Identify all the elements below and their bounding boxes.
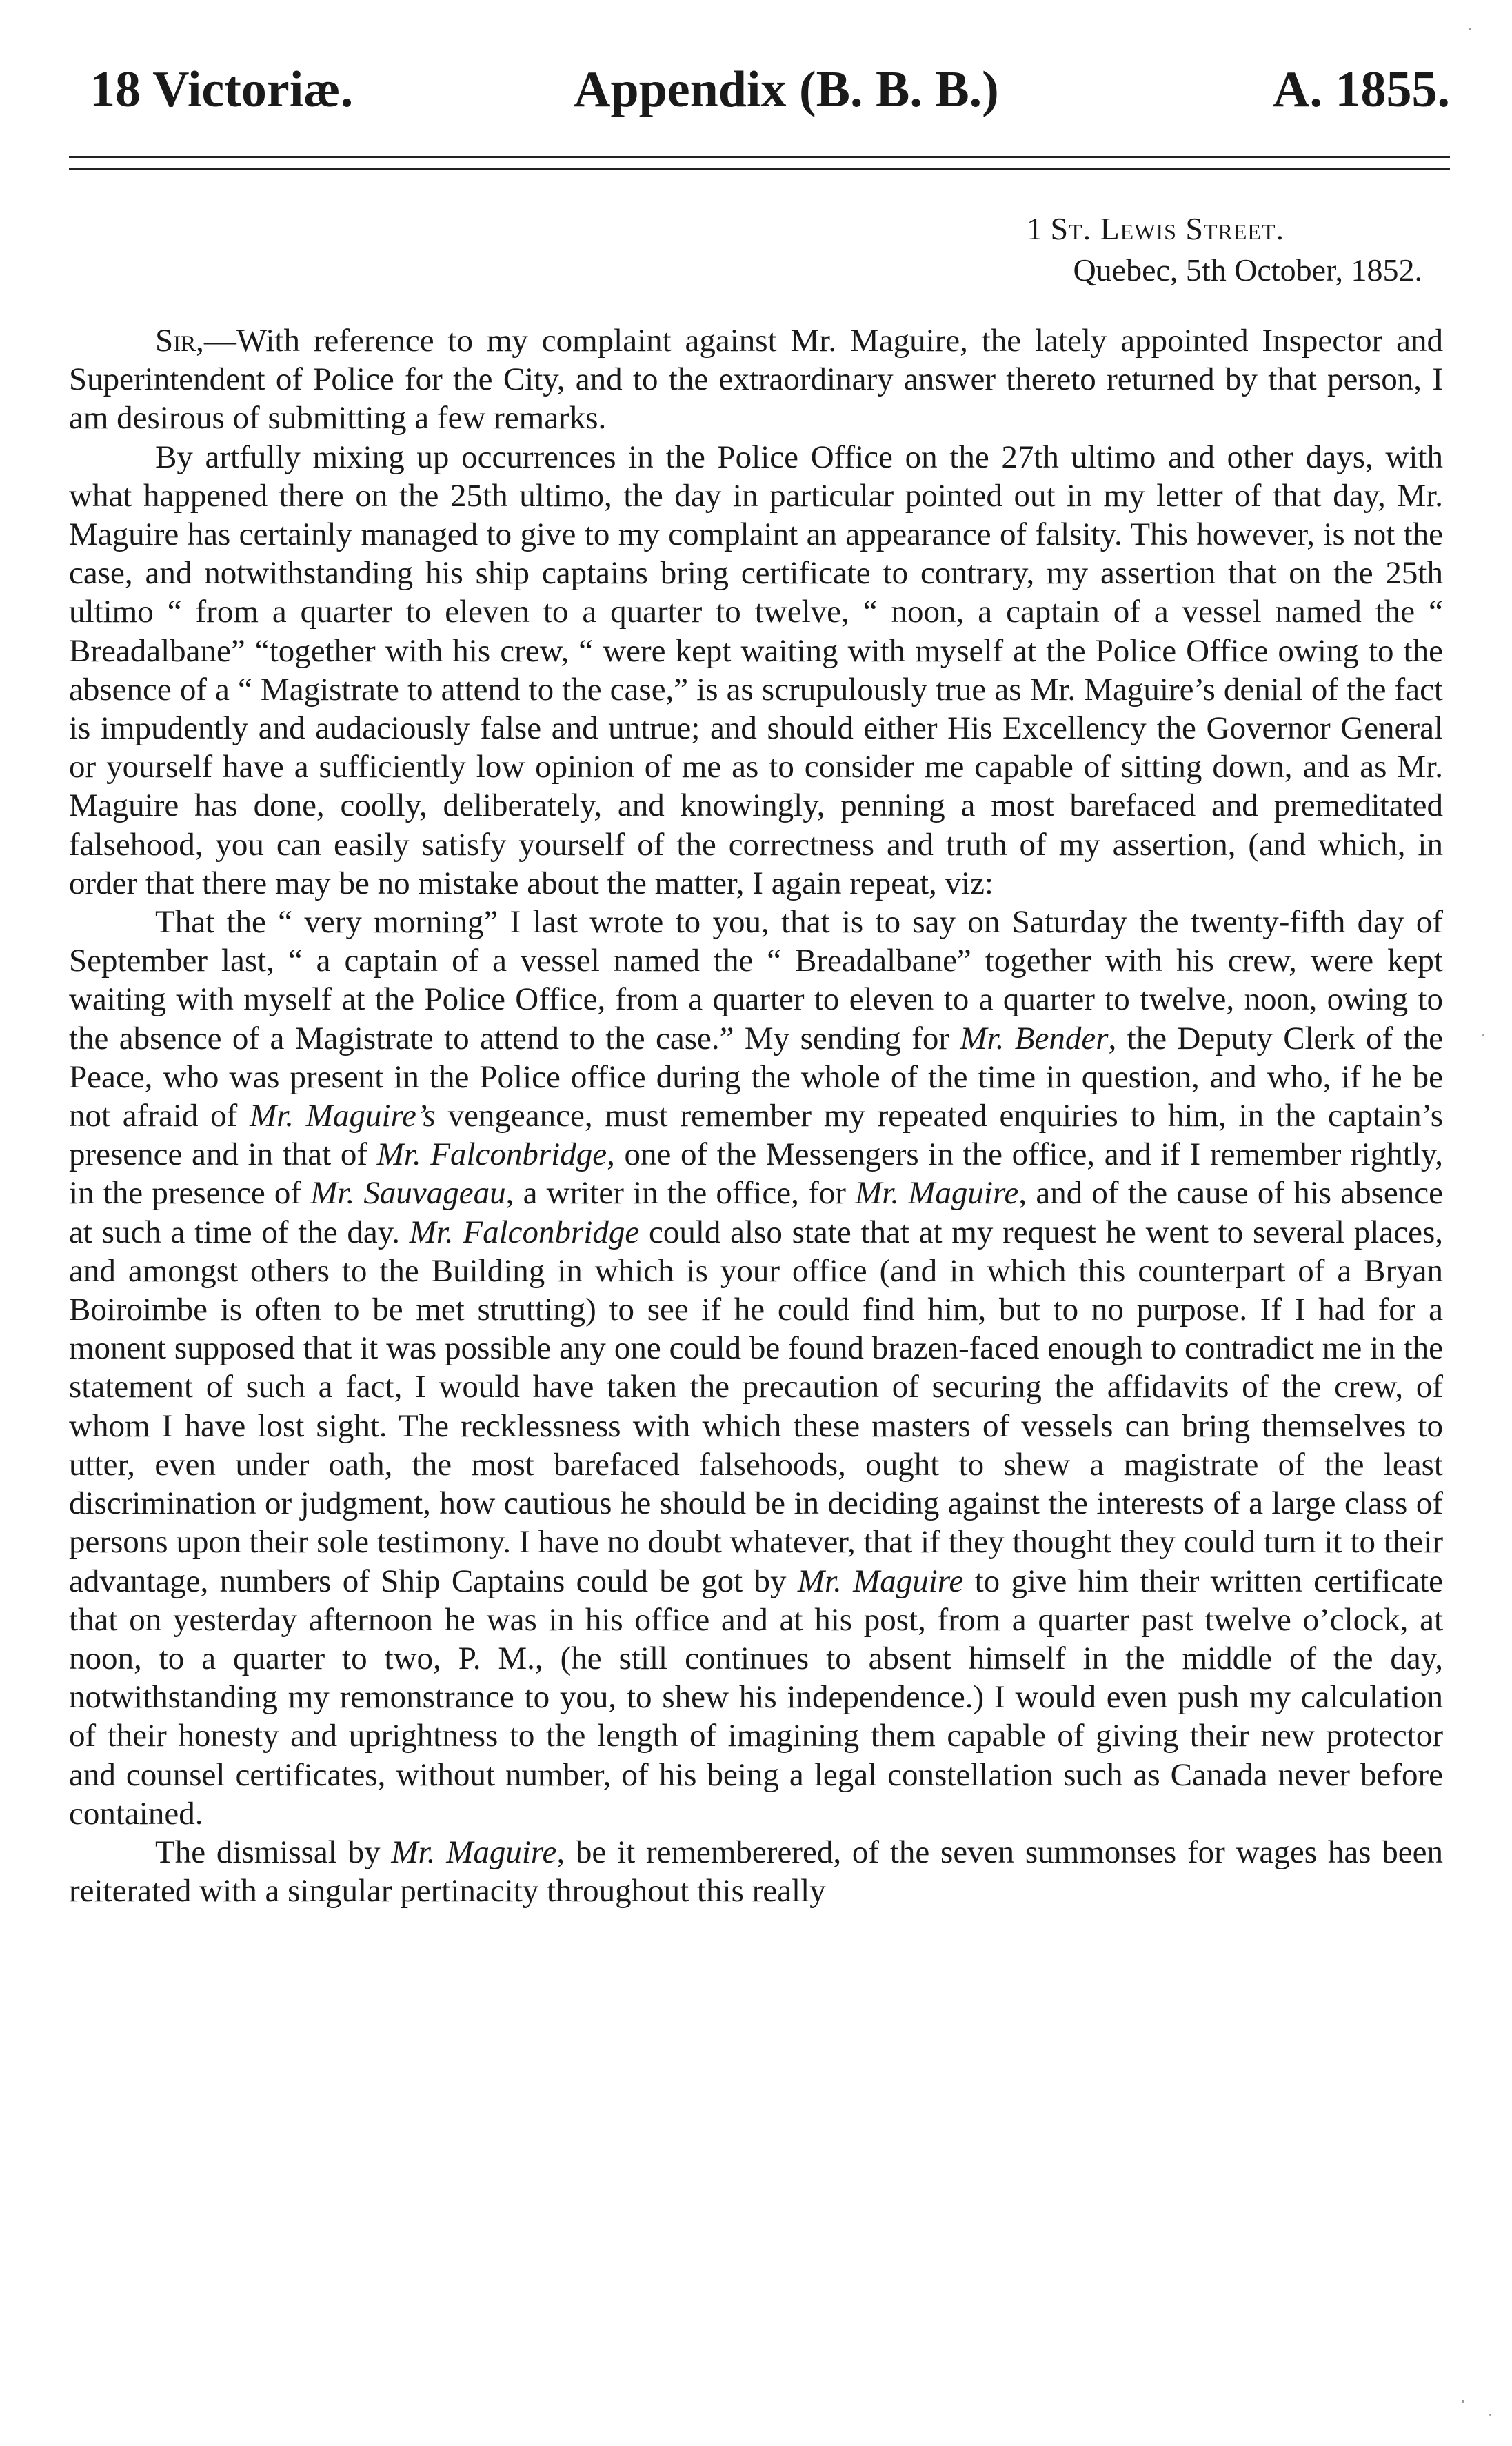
p3-text-6: , and of the cause of his absence at such a time of the day. [69,1175,1443,1250]
letter-address [69,208,1450,291]
p3-name-falconbridge-2: Mr. Falconbridge [409,1214,640,1250]
header-session: 18 Victoriæ. [90,61,354,118]
p3-name-maguire-2: Mr. Maguire [797,1563,964,1599]
paragraph-3 [69,903,1443,1833]
paragraph-2: By artfully mixing up occurrences in the Police Office on the 27th ultimo and other days, with what happened there on the 25th ultimo, the day in particular pointed out in my letter of that day, Mr. Maguire has certainly managed to give to my complaint an appearance of falsity. This however, is not the case, and notwithstanding his ship captains bring certificate to contrary, my assertion that on the 25th ultimo “ from a quarter to eleven to a quarter to twelve, “ noon, a captain of a vessel named the “ Breadalbane” “together with his crew, “ were kept waiting with myself at the Police Office owing to the absence of a “ Magistrate to attend to the case,” is as scrupulously true as Mr. Maguire’s denial of the fact is impudently and audaciously false and untrue; and should either His Excellency the Governor General or yourself have a sufficiently low opinion of me as to consider me capable of sitting down, and as Mr. Maguire has done, coolly, deliberately, and knowingly, penning a most barefaced and premeditated falsehood, you can easily satisfy yourself of the correctness and truth of my assertion, (and which, in order that there may be no mistake about the matter, I again repeat, viz: [69,439,1443,901]
header-appendix: Appendix (B. B. B.) [574,61,999,118]
paragraph-4 [69,1833,1443,1910]
header-year: A. 1855. [1273,61,1450,118]
p3-name-maguires: Mr. Maguire’s [250,1098,436,1134]
paragraph-1-text: —With reference to my complaint against Mr. Maguire, the lately appointed Inspector and Superintendent of Police for the City, and to the extraordinary answer thereto returned by that person, I am desirous of submitting a few remarks. [69,323,1443,437]
p3-name-bender: Mr. Bender [960,1020,1109,1056]
p3-text-7: could also state that at my request he went to several places, and amongst others to the Building in which is your office (and in which this counterpart of a Bryan Boiroimbe is often to be met strutting) to see if he could find him, but to no purpose. If I had for a monent supposed that it was possible any one could be found brazen-faced enough to contradict me in the statement of such a fact, I would have taken the precaution of securing the affidavits of the crew, of whom I have lost sight. The recklessness with which these masters of vessels can bring themselves to utter, even under oath, the most barefaced falsehoods, ought to shew a magistrate of the least discrimination or judgment, how cautious he should be in deciding against the interests of a large class of persons upon their sole testimony. I have no doubt whatever, that if they thought they could turn it to their advantage, numbers of Ship Captains could be got by [69,1214,1443,1599]
p3-text-3: vengeance, must remember my repeated enquiries to him, in the captain’s presence and in that of [69,1098,1444,1173]
p3-name-maguire: Mr. Maguire [855,1175,1019,1212]
p3-name-sauvageau: Mr. Sauvageau [310,1175,506,1212]
scan-speck [1462,2400,1464,2403]
header-double-rule [69,156,1450,170]
p3-name-falconbridge: Mr. Falconbridge [376,1136,607,1173]
street-name: St. Lewis Street. [1050,211,1284,246]
p4-text-2: be it rememberered, of the seven summonses for wages has been reiterated with a singular pertinacity throughout this really [69,1834,1443,1909]
city-date-line: Quebec, 5th October, 1852. [1073,252,1422,288]
p3-text-2: , the Deputy Clerk of the Peace, who was present in the Police office during the whole of the time in question, and who, if he be not afraid of [69,1020,1443,1134]
scan-speck [1489,2414,1491,2416]
salutation: Sir, [155,323,204,359]
letter-body [69,321,1450,1910]
p3-text-8: to give him their written certificate that on yesterday afternoon he was in his office and at his post, from a quarter past twelve o’clock, at noon, to a quarter to two, P. M., (he still continues to absent himself in the middle of the day, notwithstanding my remonstrance to you, to shew his independence.) I would even push my calculation of their honesty and uprightness to the length of imagining them capable of giving their new protector and counsel certificates, without number, of his being a legal constellation such as Canada never before contained. [69,1563,1443,1832]
p3-text-1: That the “ very morning” I last wrote to you, that is to say on Saturday the twenty-fifth day of September last, “ a captain of a vessel named the “ Breadalbane” together with his crew, were kept waiting with myself at the Police Office, from a quarter to eleven to a quarter to twelve, noon, owing to the absence of a Magistrate to attend to the case.” My sending for [69,904,1443,1056]
paragraph-1 [69,321,1443,438]
p3-text-5: , a writer in the office, for [505,1175,856,1212]
p4-text-1: The dismissal by [155,1834,392,1870]
scan-speck [1469,28,1471,30]
scan-speck [1482,1034,1484,1036]
running-header [69,41,1450,124]
street-line [69,208,1284,250]
street-number: 1 [1026,211,1042,246]
p4-name-maguire: Mr. Maguire, [391,1834,565,1870]
p3-text-4: , one of the Messengers in the office, and if I remember rightly, in the presence of [69,1136,1444,1212]
